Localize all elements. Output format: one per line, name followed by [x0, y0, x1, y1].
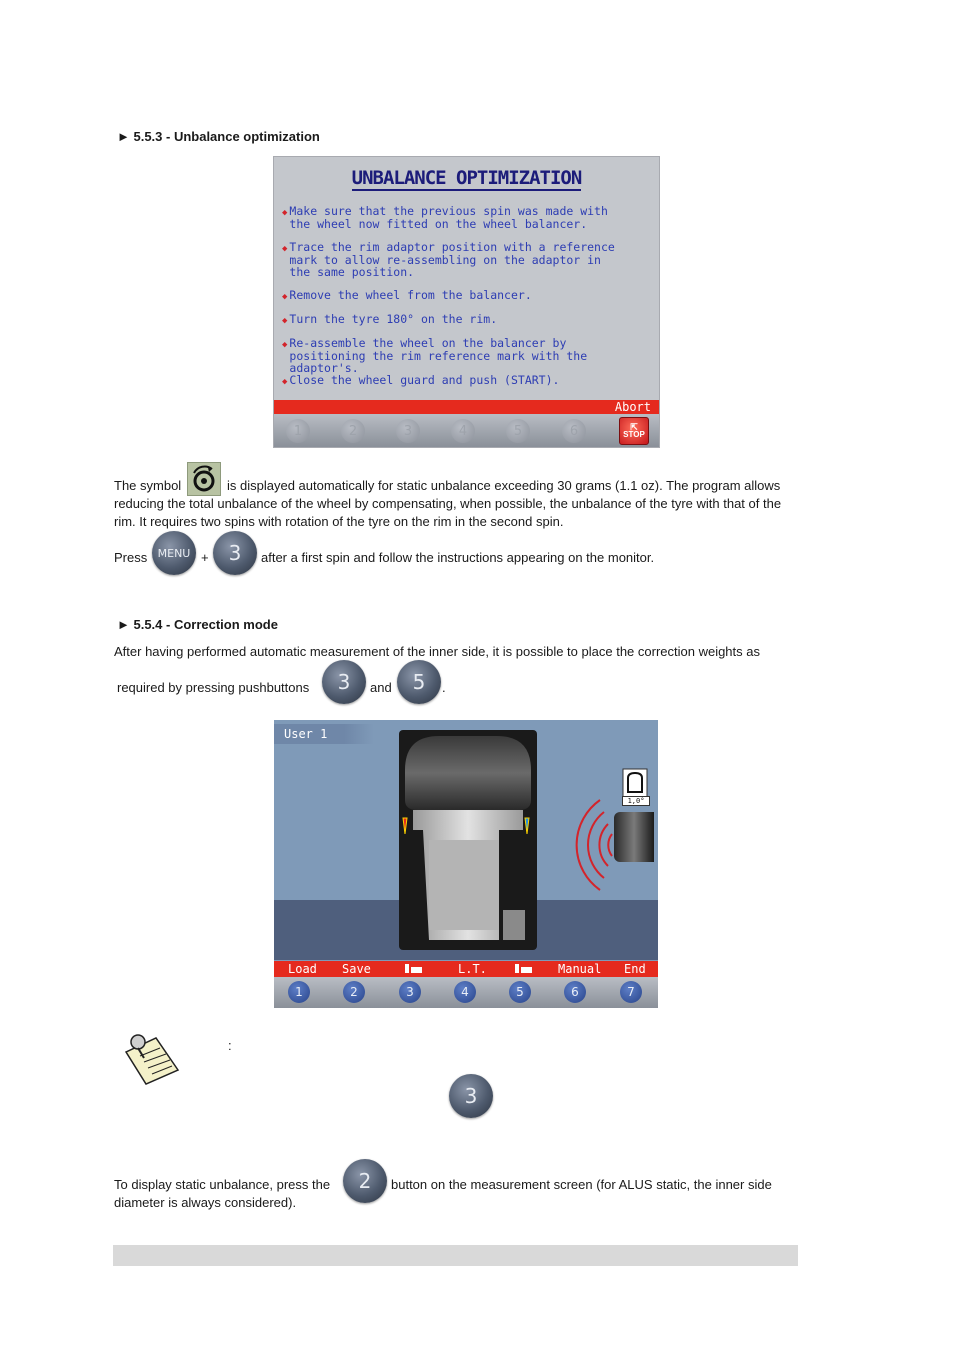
key-2-button[interactable]: 2	[341, 419, 365, 443]
screen-title: UNBALANCE OPTIMIZATION	[351, 167, 582, 189]
key-2-button[interactable]: 2	[343, 981, 365, 1003]
section-heading-unbalance-optimization: ► 5.5.3 - Unbalance optimization	[117, 129, 320, 144]
key-3-button[interactable]: 3	[322, 660, 366, 704]
key-1-button[interactable]: 1	[288, 981, 310, 1003]
correction-mode-screen	[274, 720, 658, 1008]
abort-label: Abort	[614, 400, 651, 414]
paragraph-line: button on the measurement screen (for ALUS static, the inner side	[391, 1177, 772, 1192]
key-3-button[interactable]: 3	[449, 1074, 493, 1118]
paragraph-line: To display static unbalance, press the	[114, 1177, 331, 1192]
load-label[interactable]: Load	[288, 962, 317, 976]
optimization-symbol-icon	[187, 462, 221, 496]
key-7-button[interactable]: 7	[620, 981, 642, 1003]
key-5-button[interactable]: 5	[509, 981, 531, 1003]
key-5-button[interactable]: 5	[506, 419, 530, 443]
user-label: User 1	[274, 724, 374, 744]
key-3-button[interactable]: 3	[213, 531, 257, 575]
key-6-button[interactable]: 6	[564, 981, 586, 1003]
paragraph-line: The symbol	[114, 478, 182, 493]
and-text: and	[370, 680, 392, 695]
weight-icon	[622, 768, 648, 806]
key-6-button[interactable]: 6	[562, 419, 586, 443]
instruction-item: ◆ Remove the wheel from the balancer.	[282, 288, 532, 302]
key-2-button[interactable]: 2	[343, 1159, 387, 1203]
sonar-sensor	[614, 812, 654, 862]
key-5-button[interactable]: 5	[397, 660, 441, 704]
paragraph-line: diameter is always considered).	[114, 1195, 297, 1210]
key-4-button[interactable]: 4	[451, 419, 475, 443]
save-label[interactable]: Save	[342, 962, 371, 976]
note-pin-icon	[120, 1030, 182, 1086]
wheel-cross-section	[399, 730, 537, 950]
end-label[interactable]: End	[624, 962, 646, 976]
button-row	[274, 414, 659, 447]
paragraph-line: required by pressing pushbuttons	[117, 680, 310, 695]
key-3-button[interactable]: 3	[396, 419, 420, 443]
note-colon: :	[228, 1038, 232, 1053]
key-1-button[interactable]: 1	[286, 419, 310, 443]
press-instruction: after a first spin and follow the instructions appearing on the monitor.	[261, 550, 655, 565]
weight-value: 1,0°	[622, 796, 650, 806]
instruction-item: ◆ Close the wheel guard and push (START).	[282, 373, 560, 387]
manual-label[interactable]: Manual	[558, 962, 602, 976]
paragraph-line: After having performed automatic measurement of the inner side, it is possible to place the correction weights as	[114, 644, 760, 659]
period: .	[442, 680, 446, 695]
paragraph-line: reducing the total unbalance of the wheel by compensating, when possible, the unbalance of the tyre with that of the	[114, 496, 782, 511]
function-bar	[274, 961, 658, 977]
stop-button[interactable]: ⇱ STOP	[619, 417, 649, 445]
paragraph-line: rim. It requires two spins with rotation of the tyre on the rim in the second spin.	[114, 514, 564, 529]
unbalance-optimization-screen	[273, 156, 660, 448]
lt-label[interactable]: L.T.	[458, 962, 487, 976]
key-3-button[interactable]: 3	[399, 981, 421, 1003]
instruction-item: ◆ Turn the tyre 180° on the rim.	[282, 312, 498, 326]
instruction-item: ◆ Make sure that the previous spin was made with the wheel now fitted on the wheel balancer.	[282, 204, 608, 231]
paragraph-line: is displayed automatically for static unbalance exceeding 30 grams (1.1 oz). The program allows	[227, 478, 781, 493]
section-heading-correction-mode: ► 5.5.4 - Correction mode	[117, 617, 278, 632]
button-row	[274, 977, 658, 1008]
footer-bar	[113, 1245, 798, 1266]
plus-sign: +	[201, 550, 209, 565]
function-bar	[274, 400, 659, 414]
press-text: Press	[114, 550, 148, 565]
instruction-item: ◆ Trace the rim adaptor position with a reference mark to allow re-assembling on the adaptor in the same position.	[282, 240, 615, 279]
instruction-item: ◆ Re-assemble the wheel on the balancer by positioning the rim reference mark with the adaptor's.	[282, 336, 588, 375]
key-4-button[interactable]: 4	[454, 981, 476, 1003]
menu-button[interactable]: MENU	[152, 531, 196, 575]
